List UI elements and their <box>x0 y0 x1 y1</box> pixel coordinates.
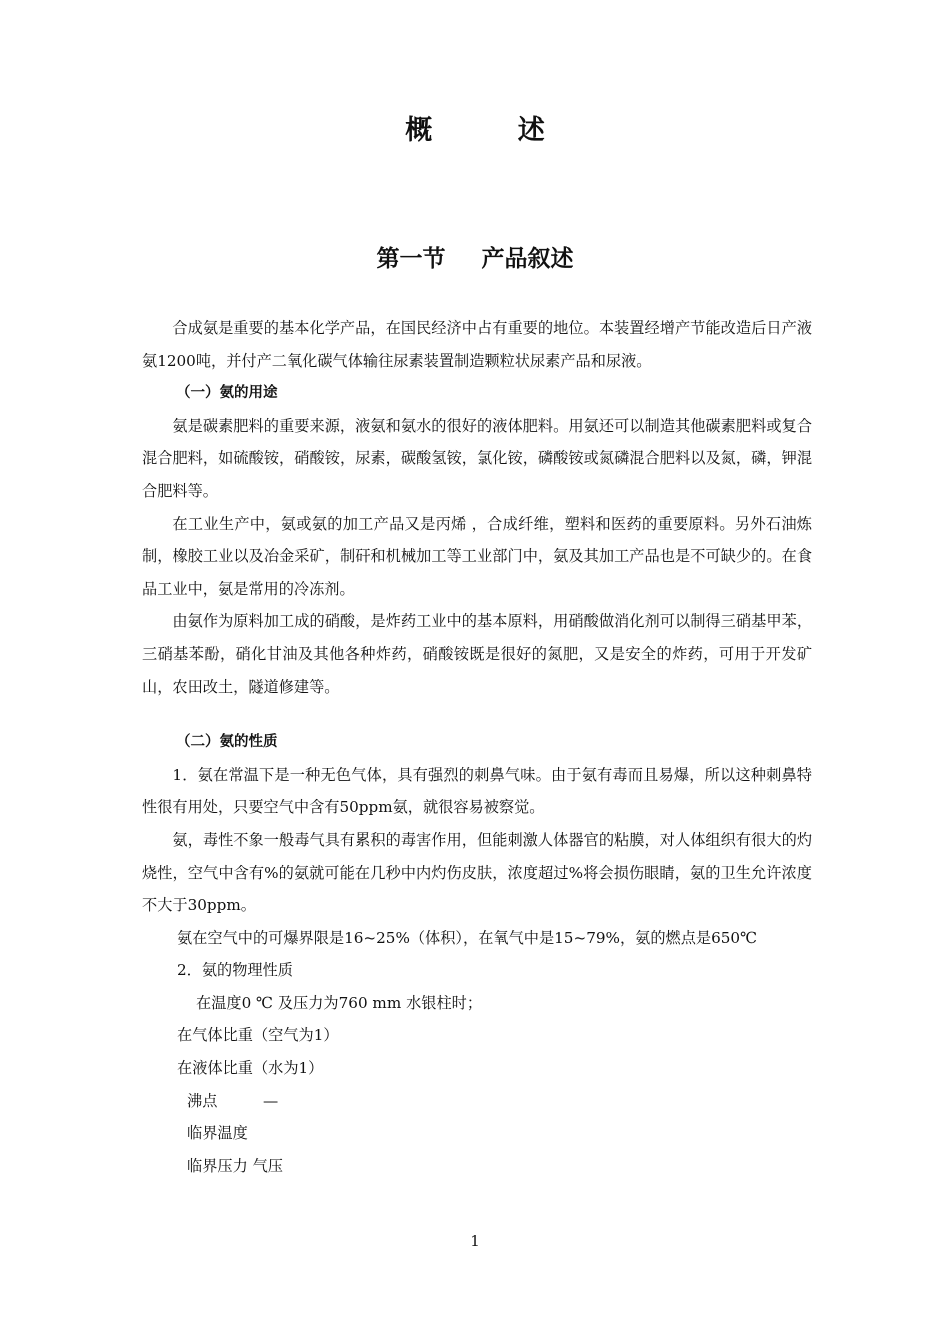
subsection-title-properties: （二）氨的性质 <box>176 734 278 751</box>
uses-paragraph-3: 由氨作为原料加工成的硝酸，是炸药工业中的基本原料，用硝酸做消化剂可以制得三硝基甲苯，三硝基苯酚，硝化甘油及其他各种炸药，硝酸铵既是很好的氮肥，又是安全的炸药，可用于开发矿山，农田改土，隧道修建等。 <box>142 612 812 696</box>
uses-paragraph-1: 氨是碳素肥料的重要来源，液氨和氨水的很好的液体肥料。用氨还可以制造其他碳素肥料或复合混合肥料，如硫酸铵，硝酸铵，尿素，碳酸氢铵，氯化铵，磷酸铵或氮磷混合肥料以及氮，磷，钾混合肥料等。 <box>142 416 812 500</box>
subsection-title-uses: （一）氨的用途 <box>176 385 278 402</box>
section-title: 第一节 产品叙述 <box>376 246 574 272</box>
properties-explosion-limits: 氨在空气中的可爆界限是16~25%（体积），在氧气中是15~79%，氨的燃点是650℃ <box>177 928 758 947</box>
gas-specific-gravity: 在气体比重（空气为1） <box>177 1026 339 1045</box>
page-number: 1 <box>470 1232 480 1250</box>
properties-paragraph-2: 氨，毒性不象一般毒气具有累积的毒害作用，但能刺激人体器官的粘膜，对人体组织有很大的灼烧性，空气中含有%的氨就可能在几秒中内灼伤皮肤，浓度超过%将会损伤眼睛，氨的卫生允许浓度不大于30ppm。 <box>142 830 812 915</box>
boiling-point: 沸点 — <box>187 1091 279 1110</box>
critical-temperature: 临界温度 <box>187 1124 248 1143</box>
properties-paragraph-1: 1．氨在常温下是一种无色气体，具有强烈的刺鼻气味。由于氨有毒而且易爆，所以这种刺鼻特性很有用处，只要空气中含有50ppm氨，就很容易被察觉。 <box>142 765 812 817</box>
liquid-specific-gravity: 在液体比重（水为1） <box>177 1059 324 1078</box>
physical-properties-heading: 2．氨的物理性质 <box>177 961 293 980</box>
critical-pressure: 临界压力 气压 <box>187 1156 283 1175</box>
uses-paragraph-2: 在工业生产中，氨或氨的加工产品又是丙烯 ，合成纤维，塑料和医药的重要原料。另外石油炼制，橡胶工业以及冶金采矿，制矸和机械加工等工业部门中，氨及其加工产品也是不可缺少的。在食品工业中，氨是常用的冷冻剂。 <box>142 514 812 598</box>
spacer <box>142 703 812 726</box>
intro-paragraph: 合成氨是重要的基本化学产品，在国民经济中占有重要的地位。本装置经增产节能改造后日产液氨1200吨，并付产二氧化碳气体输往尿素装置制造颗粒状尿素产品和尿液。 <box>142 319 812 370</box>
physical-conditions: 在温度0 ℃ 及压力为760 mm 水银柱时； <box>196 993 483 1012</box>
document-body <box>142 312 812 1182</box>
page-title: 概 述 <box>405 115 583 146</box>
